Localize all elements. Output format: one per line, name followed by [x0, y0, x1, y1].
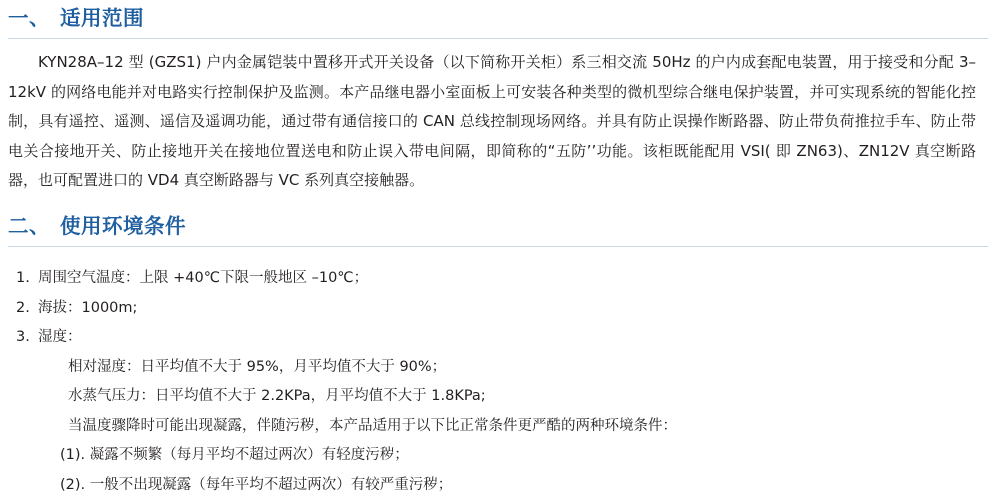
list-item-label: 湿度：	[38, 329, 82, 345]
sub-item: (2). 一般不出现凝露（每年平均不超过两次）有较严重污秽；	[38, 471, 976, 500]
list-item-marker: 2.	[16, 294, 38, 324]
section-2-number: 二、	[8, 214, 50, 238]
section-1-number: 一、	[8, 6, 50, 30]
list-item-marker: 1.	[16, 264, 38, 294]
sub-item: 相对湿度：日平均值不大于 95%，月平均值不大于 90%；	[38, 353, 976, 383]
section-2-heading	[8, 214, 988, 239]
list-item-label: 周围空气温度：上限 +40℃下限一般地区 –10℃；	[38, 270, 368, 286]
section-1-heading-block	[8, 6, 988, 39]
section-1-divider	[8, 38, 988, 39]
list-item	[8, 294, 976, 324]
section-1-heading	[8, 6, 988, 31]
section-2-list	[8, 264, 976, 500]
list-item	[8, 323, 976, 500]
sub-item: 水蒸气压力：日平均值不大于 2.2KPa，月平均值不大于 1.8KPa;	[38, 382, 976, 412]
section-1-title: 适用范围	[60, 6, 144, 30]
section-2-heading-block	[8, 214, 988, 247]
list-item	[8, 264, 976, 294]
section-2-title: 使用环境条件	[60, 214, 186, 238]
list-item-label: 海拔：1000m;	[38, 300, 137, 316]
section-1-paragraph: KYN28A–12 型 (GZS1) 户内金属铠装中置移开式开关设备（以下简称开关柜）系三相交流 50Hz 的户内成套配电装置，用于接受和分配 3–12kV 的网络电能并对电路实行控制保护及监测。本产品继电器小室面板上可安装各种类型的微机型综合继电保护装置，并可实现系统的智能化控制，具有遥控、遥测、遥信及遥调功能，通过带有通信接口的 CAN 总线控制现场网络。并具有防止误操作断路器、防止带负荷推拉手车、防止带电关合接地开关、防止接地开关在接地位置送电和防止误入带电间隔，即简称的“五防’’功能。该柜既能配用 VSI( 即 ZN63)、ZN12V 真空断路器，也可配置进口的 VD4 真空断路器与 VC 系列真空接触器。	[8, 48, 976, 196]
list-item-marker: 3.	[16, 323, 38, 353]
section-2-divider	[8, 246, 988, 247]
sub-item: 当温度骤降时可能出现凝露，伴随污秽，本产品适用于以下比正常条件更严酷的两种环境条件：	[38, 412, 976, 442]
sub-item: (1). 凝露不频繁（每月平均不超过两次）有轻度污秽；	[38, 441, 976, 471]
